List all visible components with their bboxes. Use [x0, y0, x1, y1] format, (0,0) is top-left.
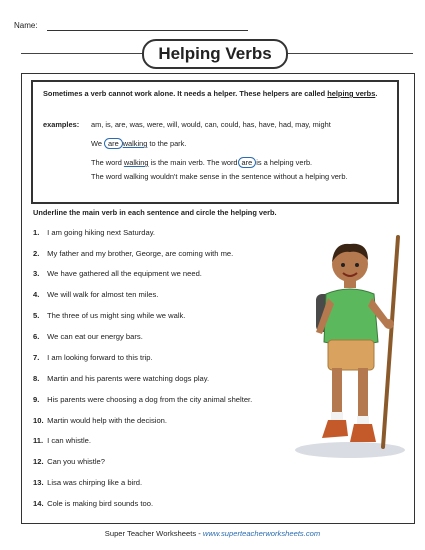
question-item	[33, 311, 185, 320]
question-number: 3.	[33, 269, 40, 278]
question-number: 11.	[33, 436, 44, 445]
intro-term: helping verbs	[327, 89, 376, 98]
explanation-line-2: The word walking wouldn't make sense in the sentence without a helping verb.	[91, 172, 348, 181]
name-line[interactable]	[47, 30, 248, 31]
question-item	[33, 332, 143, 341]
question-item	[33, 416, 167, 425]
question-item	[33, 290, 158, 299]
left-eye	[341, 263, 345, 267]
question-text: We will walk for almost ten miles.	[47, 290, 159, 299]
question-item	[33, 457, 105, 466]
question-text: The three of us might sing while we walk.	[46, 311, 186, 320]
question-text: Cole is making bird sounds too.	[47, 499, 154, 508]
question-text: My father and my brother, George, are coming with me.	[47, 249, 234, 258]
ex-main-underlined: walking	[122, 139, 148, 148]
explanation-line-1	[91, 158, 312, 167]
line1-helper-circled: are	[238, 157, 257, 168]
name-label: Name:	[14, 21, 38, 30]
instructions: Underline the main verb in each sentence and circle the helping verb.	[33, 208, 277, 217]
right-hand	[384, 319, 394, 329]
question-item	[33, 499, 153, 508]
intro-post: .	[375, 89, 378, 98]
question-text: We can eat our energy bars.	[47, 332, 143, 341]
example-sentence	[91, 139, 186, 148]
examples-list: am, is, are, was, were, will, would, can, could, has, have, had, may, might	[91, 120, 331, 129]
right-eye	[355, 263, 359, 267]
line1-c: is a helping verb.	[256, 158, 313, 167]
question-number: 13.	[33, 478, 44, 487]
question-number: 5.	[33, 311, 40, 320]
ex-rest: to the park.	[149, 139, 187, 148]
line1-main-underlined: walking	[123, 158, 149, 167]
shorts	[328, 340, 374, 370]
line1-a: The word	[91, 158, 122, 167]
left-boot	[322, 420, 348, 438]
footer-url[interactable]: www.superteacherworksheets.com	[202, 529, 321, 538]
right-leg	[358, 368, 368, 420]
ground-shadow	[295, 442, 405, 458]
footer-brand: Super Teacher Worksheets -	[104, 529, 203, 538]
question-number: 7.	[33, 353, 40, 362]
question-number: 2.	[33, 249, 40, 258]
page-title: Helping Verbs	[142, 39, 288, 69]
question-number: 8.	[33, 374, 40, 383]
left-leg	[332, 368, 342, 416]
intro-pre: Sometimes a verb cannot work alone. It needs a helper. These helpers are called	[43, 89, 328, 98]
question-number: 10.	[33, 416, 44, 425]
walking-stick	[383, 237, 398, 447]
question-text: Lisa was chirping like a bird.	[47, 478, 143, 487]
question-number: 14.	[33, 499, 44, 508]
ex-helper-circled: are	[104, 138, 123, 149]
ex-we: We	[91, 139, 102, 148]
question-number: 9.	[33, 395, 40, 404]
question-text: I can whistle.	[47, 436, 92, 445]
question-text: We have gathered all the equipment we need.	[47, 269, 202, 278]
right-boot	[350, 424, 376, 442]
question-item	[33, 228, 155, 237]
shirt	[324, 289, 378, 345]
question-text: I am looking forward to this trip.	[47, 353, 153, 362]
info-box	[31, 80, 399, 204]
question-item	[33, 478, 142, 487]
examples-label: examples:	[43, 120, 80, 129]
question-item	[33, 269, 202, 278]
question-item	[33, 436, 91, 445]
intro-text	[43, 88, 383, 100]
line1-b: is the main verb. The word	[150, 158, 238, 167]
question-item	[33, 395, 252, 404]
question-text: Martin would help with the decision.	[47, 416, 168, 425]
question-text: Martin and his parents were watching dogs play.	[47, 374, 210, 383]
question-number: 1.	[33, 228, 40, 237]
footer	[0, 529, 425, 538]
question-text: Can you whistle?	[47, 457, 105, 466]
question-number: 12.	[33, 457, 44, 466]
question-text: His parents were choosing a dog from the city animal shelter.	[47, 395, 253, 404]
hiker-illustration	[288, 232, 413, 462]
question-item	[33, 374, 209, 383]
question-number: 6.	[33, 332, 40, 341]
question-item	[33, 249, 233, 258]
question-item	[33, 353, 153, 362]
question-number: 4.	[33, 290, 40, 299]
question-text: I am going hiking next Saturday.	[47, 228, 156, 237]
